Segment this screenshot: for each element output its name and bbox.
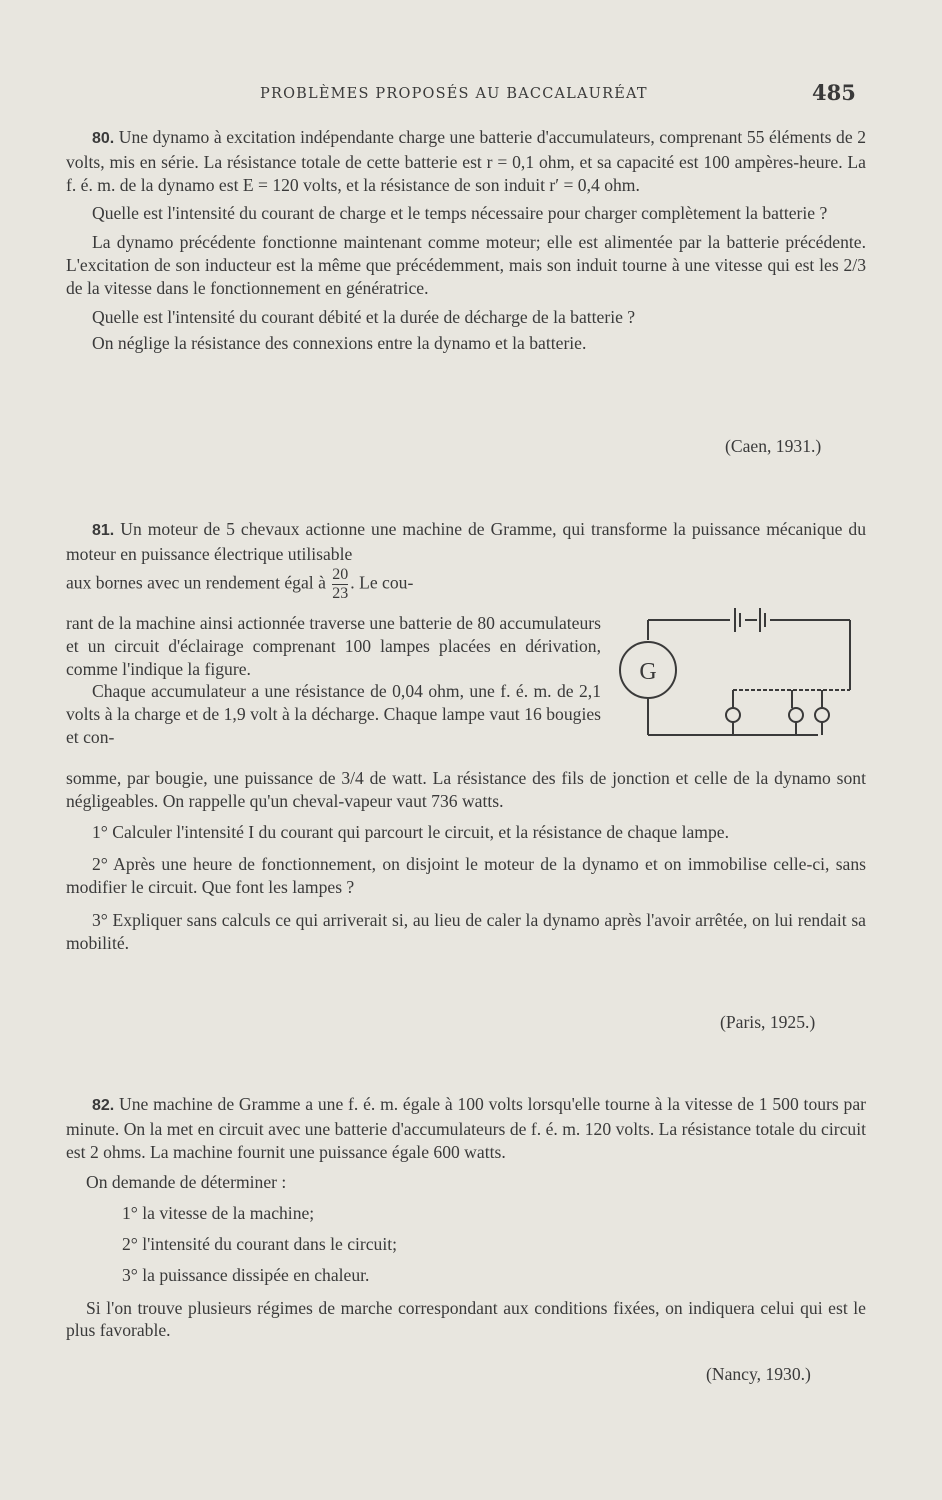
problem-81-question-2: 2° Après une heure de fonctionnement, on disjoint le moteur de la dynamo et on immobilise celle-ci, sans modifier le circuit. Que font les lampes ?: [66, 854, 866, 898]
problem-81-line3: rant de la machine ainsi actionnée traverse une batterie de 80 accumulateurs et un circuit d'éclairage comprenant 100 lampes placées en dérivation, comme l'indique la figure.: [66, 613, 601, 679]
problem-81-line4a: Chaque accumulateur a une résistance de 0,04 ohm, une f. é. m. de 2,1 volts à la charge et de 1,9 volt à la décharge. Chaque lampe vaut 16 bougies et con-: [66, 681, 601, 747]
page-number: 485: [812, 80, 856, 105]
lamp-3: [815, 708, 829, 722]
problem-81-fraction-line: aux bornes avec un rendement égal à $\frac{20}{23}$ . Le cou-: [66, 566, 414, 602]
running-header: PROBLÈMES PROPOSÉS AU BACCALAURÉAT: [260, 86, 648, 102]
problem-82-ask: On demande de déterminer :: [86, 1172, 287, 1193]
problem-81-question-1: 1° Calculer l'intensité I du courant qui parcourt le circuit, et la résistance de chaque lampe.: [92, 821, 729, 842]
problem-80: [66, 126, 866, 355]
efficiency-fraction: $\frac{20}{23}$: [332, 566, 349, 602]
problem-81-line1: 81. Un moteur de 5 chevaux actionne une machine de Gramme, qui transforme la puissance mécanique du moteur en puissance électrique utilisable: [66, 519, 866, 564]
lamp-2: [789, 708, 803, 722]
circuit-figure: [600, 590, 866, 750]
problem-81-line4b: somme, par bougie, une puissance de 3/4 de watt. La résistance des fils de jonction et celle de la dynamo sont négligeables. On rappelle qu'un cheval-vapeur vaut 736 watts.: [66, 768, 866, 811]
problem-81-source: (Paris, 1925.): [720, 1012, 816, 1032]
problem-82-closing: Si l'on trouve plusieurs régimes de marche correspondant aux conditions fixées, on indiquera celui qui est le plus favorable.: [66, 1297, 866, 1341]
problem-82-source: (Nancy, 1930.): [706, 1364, 811, 1384]
problem-81-text-beside-figure: [66, 612, 601, 749]
problem-number: 82.: [92, 1097, 115, 1114]
problem-81-question-3: 3° Expliquer sans calculs ce qui arriverait si, au lieu de caler la dynamo après l'avoir arrêtée, on lui rendait sa mobilité.: [66, 909, 866, 953]
lamp-1: [726, 708, 740, 722]
problem-82-intro: 82. Une machine de Gramme a une f. é. m. égale à 100 volts lorsqu'elle tourne à la vitesse de 1 500 tours par minute. On la met en circuit avec une batterie d'accumulateurs de f. é. m. 120 volts. La résistance totale du circuit est 2 ohms. La machine fournit une puissance égale 600 watts.: [66, 1094, 866, 1162]
problem-80-note: On néglige la résistance des connexions entre la dynamo et la batterie.: [92, 333, 587, 354]
problem-82: [66, 1093, 866, 1342]
problem-81-rest: [66, 767, 866, 955]
problem-82-item-3: 3° la puissance dissipée en chaleur.: [122, 1264, 370, 1285]
problem-number: 80.: [92, 130, 115, 147]
problem-82-item-1: 1° la vitesse de la machine;: [122, 1203, 315, 1224]
problem-82-item-2: 2° l'intensité du courant dans le circuit;: [122, 1233, 398, 1254]
problem-number: 81.: [92, 522, 115, 539]
problem-80-question-1: Quelle est l'intensité du courant de charge et le temps nécessaire pour charger complètement la batterie ?: [92, 203, 828, 224]
problem-80-intro: 80. Une dynamo à excitation indépendante charge une batterie d'accumulateurs, comprenant 55 éléments de 2 volts, mis en série. La résistance totale de cette batterie est r = 0,1 ohm, et sa capacité est 100 ampères-heure. La f. é. m. de la dynamo est E = 120 volts, et la résistance de son induit r′ = 0,4 ohm.: [66, 127, 866, 195]
generator-label: G: [639, 659, 657, 685]
problem-80-question-3: Quelle est l'intensité du courant débité et la durée de décharge de la batterie ?: [92, 306, 636, 327]
problem-80-question-2: La dynamo précédente fonctionne maintenant comme moteur; elle est alimentée par la batterie précédente. L'excitation de son inducteur est la même que précédemment, mais son induit tourne à une vitesse qui est les 2/3 de la vitesse dans le fonctionnement en génératrice.: [66, 232, 866, 298]
problem-81: [66, 518, 866, 566]
problem-80-source: (Caen, 1931.): [725, 436, 822, 456]
